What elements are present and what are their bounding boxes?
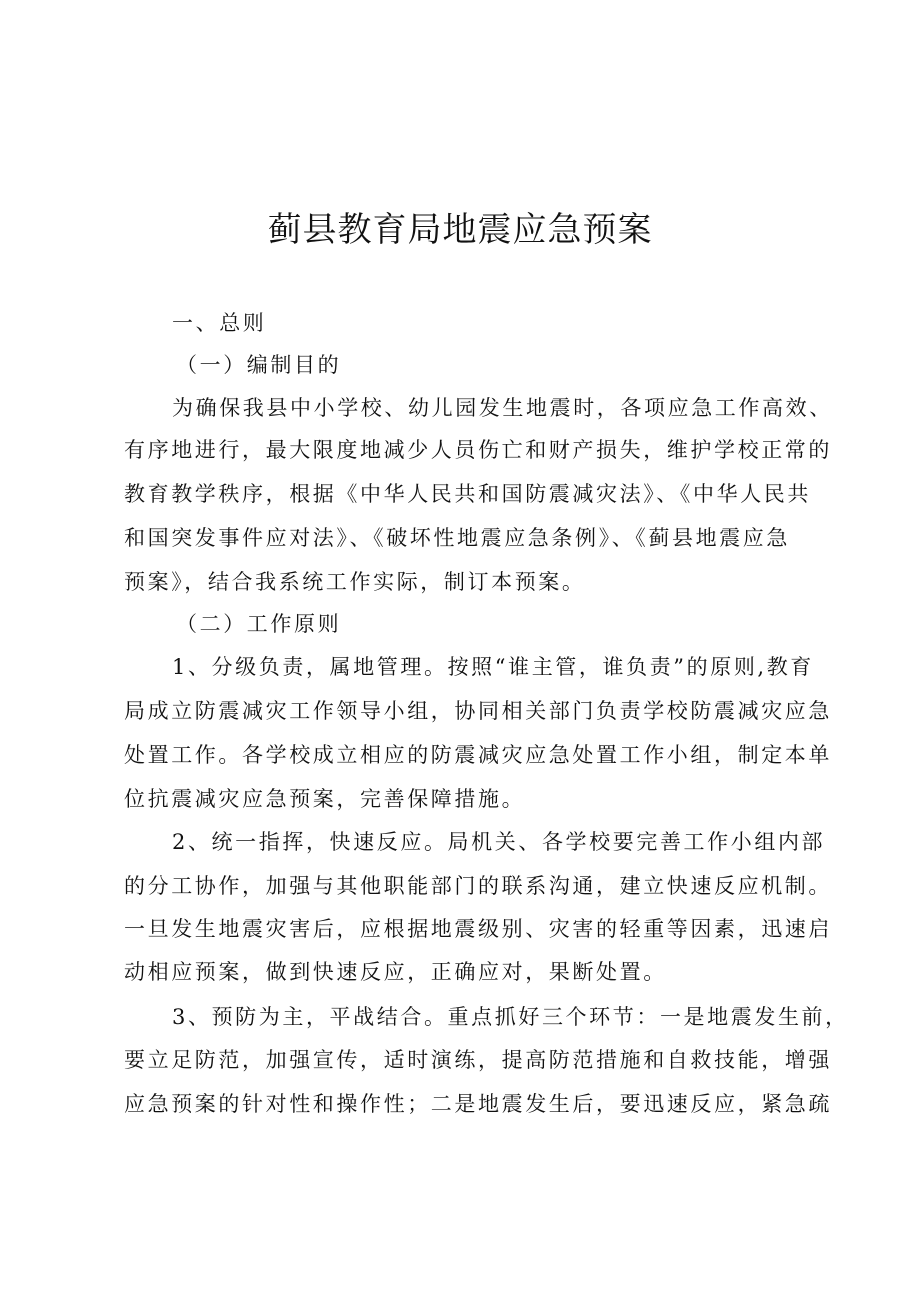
paragraph-line: 教育教学秩序，根据《中华人民共和国防震减灾法》、《中华人民共 bbox=[124, 482, 811, 506]
paragraph-line: 应急预案的针对性和操作性；二是地震发生后，要迅速反应，紧急疏 bbox=[124, 1092, 832, 1116]
paragraph-line: 动相应预案，做到快速反应，正确应对，果断处置。 bbox=[124, 960, 667, 984]
paragraph-line: 局成立防震减灾工作领导小组，协同相关部门负责学校防震减灾应急 bbox=[124, 699, 832, 723]
paragraph-line: 位抗震减灾应急预案，完善保障措施。 bbox=[124, 787, 526, 811]
paragraph-line: 要立足防范，加强宣传，适时演练，提高防范措施和自救技能，增强 bbox=[124, 1048, 832, 1072]
paragraph-line: 的分工协作，加强与其他职能部门的联系沟通，建立快速反应机制。 bbox=[124, 874, 832, 898]
paragraph-line: 预案》，结合我系统工作实际，制订本预案。 bbox=[124, 570, 586, 594]
subsection-heading-purpose: （一）编制目的 bbox=[176, 353, 342, 377]
paragraph-line: 有序地进行，最大限度地减少人员伤亡和财产损失，维护学校正常的 bbox=[124, 438, 832, 462]
paragraph-line: 2、统一指挥，快速反应。局机关、各学校要完善工作小组内部 bbox=[172, 830, 826, 854]
paragraph-line: 1、分级负责，属地管理。按照“谁主管，谁负责”的原则,教育 bbox=[172, 655, 814, 679]
subsection-heading-principles: （二）工作原则 bbox=[176, 612, 342, 636]
paragraph-line: 一旦发生地震灾害后，应根据地震级别、灾害的轻重等因素，迅速启 bbox=[124, 917, 832, 941]
document-title: 蓟县教育局地震应急预案 bbox=[267, 210, 653, 250]
paragraph-line: 3、预防为主，平战结合。重点抓好三个环节：一是地震发生前， bbox=[172, 1005, 849, 1029]
paragraph-line: 和国突发事件应对法》、《破坏性地震应急条例》、《蓟县地震应急 bbox=[124, 526, 790, 550]
paragraph-line: 为确保我县中小学校、幼儿园发生地震时，各项应急工作高效、 bbox=[172, 396, 833, 420]
paragraph-line: 处置工作。各学校成立相应的防震减灾应急处置工作小组，制定本单 bbox=[124, 743, 832, 767]
section-heading-general: 一、总则 bbox=[172, 311, 267, 335]
